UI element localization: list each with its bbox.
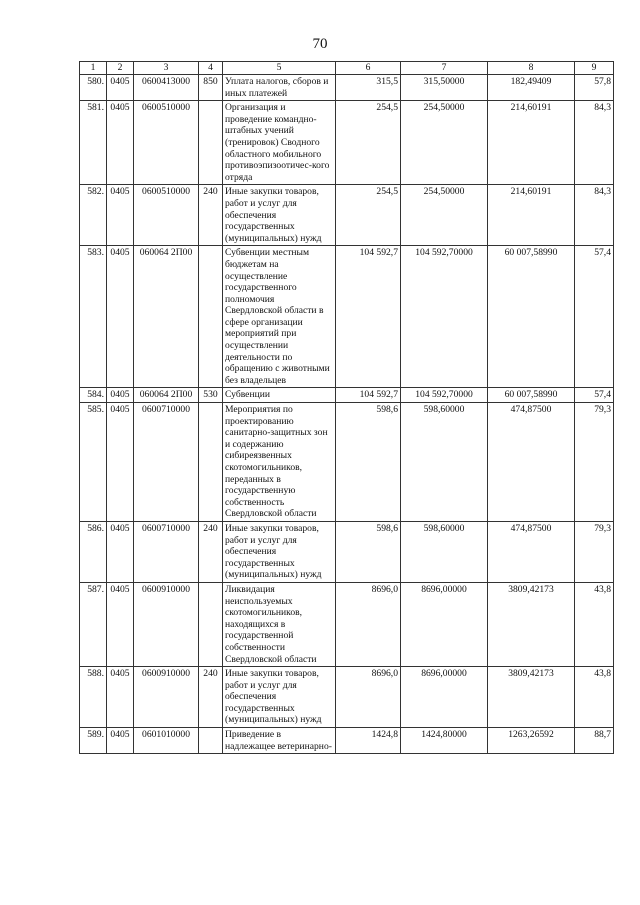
table-row <box>80 667 614 728</box>
target-code-cell: 060064 2П00 <box>134 388 199 403</box>
column-header-4: 4 <box>199 62 223 75</box>
percent-col9-cell: 57,4 <box>575 246 614 388</box>
table-row <box>80 101 614 185</box>
amount-col6-cell: 1424,8 <box>336 728 401 754</box>
budget-table <box>79 61 614 754</box>
amount-col8-cell: 60 007,58990 <box>488 246 575 388</box>
amount-col8-cell: 3809,42173 <box>488 667 575 728</box>
amount-col7-cell: 1424,80000 <box>401 728 488 754</box>
section-code-cell: 0405 <box>107 728 134 754</box>
section-code-cell: 0405 <box>107 667 134 728</box>
column-header-2: 2 <box>107 62 134 75</box>
amount-col8-cell: 214,60191 <box>488 185 575 246</box>
expense-kind-cell: 240 <box>199 521 223 582</box>
column-header-6: 6 <box>336 62 401 75</box>
row-number-cell: 587. <box>80 582 107 666</box>
amount-col8-cell: 60 007,58990 <box>488 388 575 403</box>
amount-col7-cell: 598,60000 <box>401 403 488 522</box>
percent-col9-cell: 84,3 <box>575 185 614 246</box>
amount-col7-cell: 254,50000 <box>401 185 488 246</box>
amount-col7-cell: 8696,00000 <box>401 667 488 728</box>
target-code-cell: 0600710000 <box>134 521 199 582</box>
amount-col6-cell: 254,5 <box>336 101 401 185</box>
expense-kind-cell <box>199 403 223 522</box>
target-code-cell: 0600413000 <box>134 75 199 101</box>
amount-col6-cell: 8696,0 <box>336 667 401 728</box>
section-code-cell: 0405 <box>107 521 134 582</box>
percent-col9-cell: 57,4 <box>575 388 614 403</box>
expense-kind-cell <box>199 582 223 666</box>
amount-col7-cell: 104 592,70000 <box>401 246 488 388</box>
amount-col7-cell: 8696,00000 <box>401 582 488 666</box>
item-name-cell: Субвенции <box>223 388 336 403</box>
amount-col6-cell: 8696,0 <box>336 582 401 666</box>
percent-col9-cell: 84,3 <box>575 101 614 185</box>
item-name-cell: Организация и проведение командно-штабных учений (тренировок) Сводного областного мобильного противоэпизоотичес-кого отряда <box>223 101 336 185</box>
amount-col7-cell: 254,50000 <box>401 101 488 185</box>
amount-col8-cell: 474,87500 <box>488 521 575 582</box>
table-row <box>80 582 614 666</box>
section-code-cell: 0405 <box>107 101 134 185</box>
row-number-cell: 586. <box>80 521 107 582</box>
column-number-row <box>80 62 614 75</box>
expense-kind-cell: 530 <box>199 388 223 403</box>
row-number-cell: 580. <box>80 75 107 101</box>
expense-kind-cell <box>199 101 223 185</box>
percent-col9-cell: 79,3 <box>575 521 614 582</box>
row-number-cell: 588. <box>80 667 107 728</box>
table-row <box>80 75 614 101</box>
column-header-9: 9 <box>575 62 614 75</box>
amount-col8-cell: 1263,26592 <box>488 728 575 754</box>
item-name-cell: Уплата налогов, сборов и иных платежей <box>223 75 336 101</box>
row-number-cell: 582. <box>80 185 107 246</box>
percent-col9-cell: 79,3 <box>575 403 614 522</box>
amount-col6-cell: 598,6 <box>336 403 401 522</box>
table-row <box>80 403 614 522</box>
target-code-cell: 0600910000 <box>134 667 199 728</box>
target-code-cell: 0600910000 <box>134 582 199 666</box>
amount-col7-cell: 104 592,70000 <box>401 388 488 403</box>
percent-col9-cell: 43,8 <box>575 582 614 666</box>
column-header-5: 5 <box>223 62 336 75</box>
amount-col8-cell: 182,49409 <box>488 75 575 101</box>
item-name-cell: Иные закупки товаров, работ и услуг для обеспечения государственных (муниципальных) нужд <box>223 521 336 582</box>
target-code-cell: 0600710000 <box>134 403 199 522</box>
expense-kind-cell: 240 <box>199 185 223 246</box>
target-code-cell: 0600510000 <box>134 185 199 246</box>
page-number: 70 <box>312 36 328 52</box>
amount-col6-cell: 254,5 <box>336 185 401 246</box>
target-code-cell: 060064 2П00 <box>134 246 199 388</box>
item-name-cell: Приведение в надлежащее ветеринарно- <box>223 728 336 754</box>
expense-kind-cell: 850 <box>199 75 223 101</box>
row-number-cell: 584. <box>80 388 107 403</box>
amount-col6-cell: 315,5 <box>336 75 401 101</box>
section-code-cell: 0405 <box>107 246 134 388</box>
item-name-cell: Иные закупки товаров, работ и услуг для обеспечения государственных (муниципальных) нужд <box>223 185 336 246</box>
percent-col9-cell: 57,8 <box>575 75 614 101</box>
section-code-cell: 0405 <box>107 185 134 246</box>
amount-col8-cell: 214,60191 <box>488 101 575 185</box>
row-number-cell: 581. <box>80 101 107 185</box>
target-code-cell: 0600510000 <box>134 101 199 185</box>
section-code-cell: 0405 <box>107 75 134 101</box>
expense-kind-cell: 240 <box>199 667 223 728</box>
percent-col9-cell: 43,8 <box>575 667 614 728</box>
expense-kind-cell <box>199 246 223 388</box>
expense-kind-cell <box>199 728 223 754</box>
table-row <box>80 185 614 246</box>
table-row <box>80 246 614 388</box>
table-row <box>80 728 614 754</box>
amount-col7-cell: 315,50000 <box>401 75 488 101</box>
target-code-cell: 0601010000 <box>134 728 199 754</box>
amount-col6-cell: 104 592,7 <box>336 246 401 388</box>
column-header-8: 8 <box>488 62 575 75</box>
table-row <box>80 388 614 403</box>
row-number-cell: 585. <box>80 403 107 522</box>
row-number-cell: 583. <box>80 246 107 388</box>
column-header-3: 3 <box>134 62 199 75</box>
section-code-cell: 0405 <box>107 403 134 522</box>
column-header-1: 1 <box>80 62 107 75</box>
amount-col6-cell: 104 592,7 <box>336 388 401 403</box>
item-name-cell: Мероприятия по проектированию санитарно-защитных зон и содержанию сибиреязвенных скотомогильников, переданных в государственную собственность Свердловской области <box>223 403 336 522</box>
column-header-7: 7 <box>401 62 488 75</box>
amount-col6-cell: 598,6 <box>336 521 401 582</box>
percent-col9-cell: 88,7 <box>575 728 614 754</box>
amount-col7-cell: 598,60000 <box>401 521 488 582</box>
section-code-cell: 0405 <box>107 388 134 403</box>
item-name-cell: Иные закупки товаров, работ и услуг для обеспечения государственных (муниципальных) нужд <box>223 667 336 728</box>
item-name-cell: Субвенции местным бюджетам на осуществление государственного полномочия Свердловской области в сфере организации мероприятий при осуществлении деятельности по обращению с животными без владельцев <box>223 246 336 388</box>
table-row <box>80 521 614 582</box>
section-code-cell: 0405 <box>107 582 134 666</box>
amount-col8-cell: 3809,42173 <box>488 582 575 666</box>
item-name-cell: Ликвидация неиспользуемых скотомогильников, находящихся в государственной собственности Свердловской области <box>223 582 336 666</box>
amount-col8-cell: 474,87500 <box>488 403 575 522</box>
row-number-cell: 589. <box>80 728 107 754</box>
